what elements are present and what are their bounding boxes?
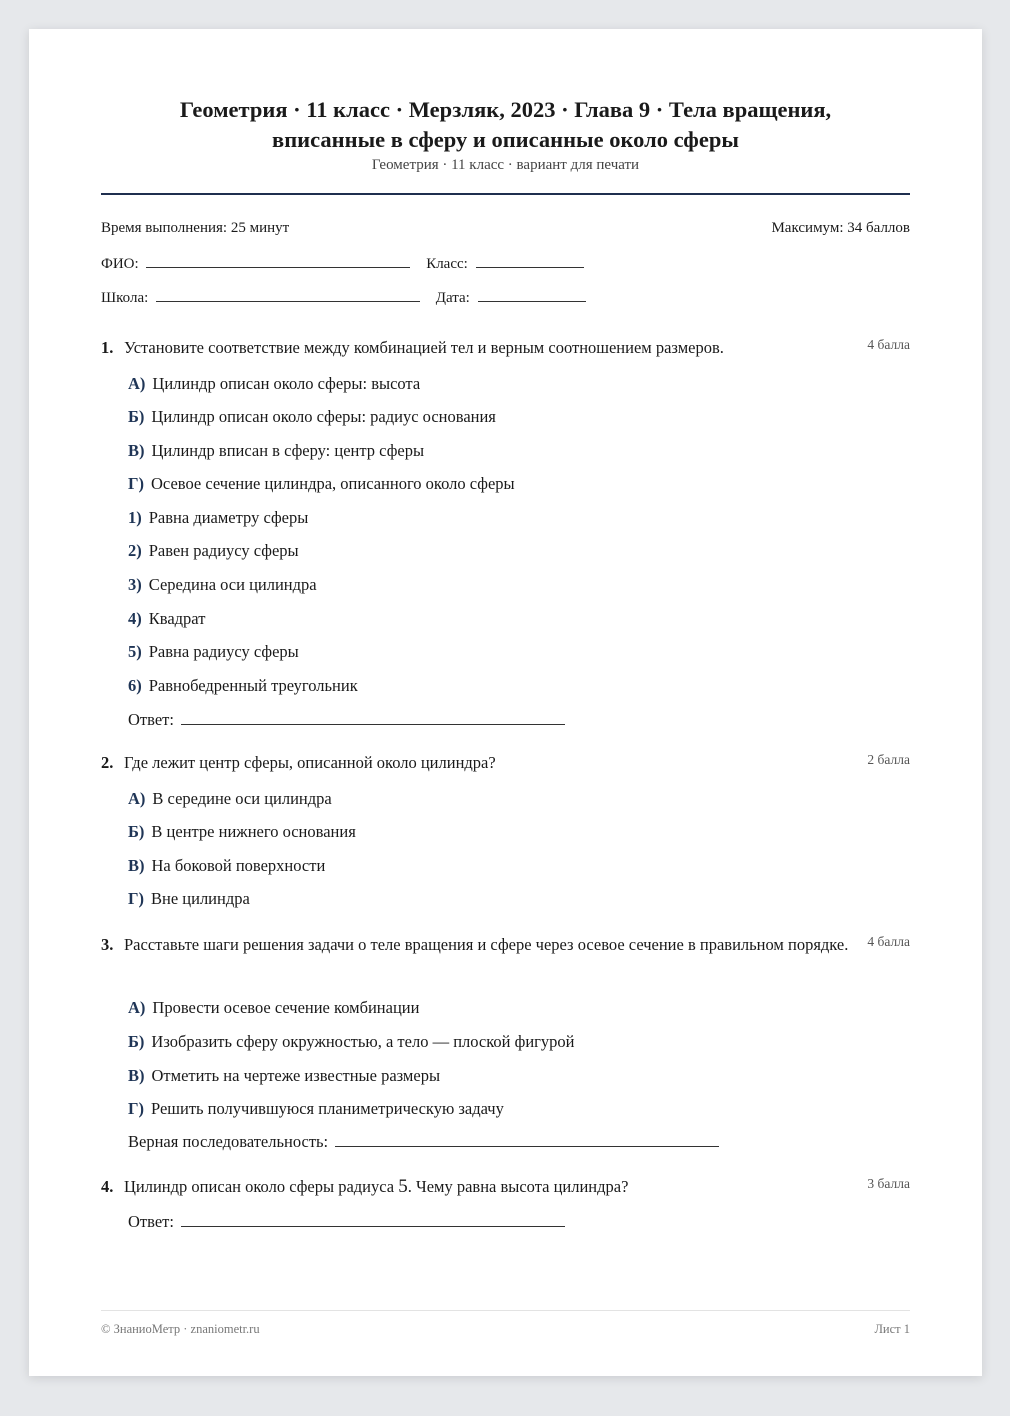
question-4 <box>101 1173 910 1231</box>
question-points: 4 балла <box>867 934 910 949</box>
title-line-2: вписанные в сферу и описанные около сферы <box>272 127 739 152</box>
fio-field[interactable] <box>146 253 410 268</box>
question-3 <box>101 931 910 1151</box>
question-2 <box>101 749 910 908</box>
class-field[interactable] <box>476 253 584 268</box>
page-footer <box>101 1322 910 1337</box>
question-number: 4. <box>101 1177 114 1196</box>
school-label: Школа: <box>101 290 149 306</box>
option-b: Б) В центре нижнего основания <box>128 822 356 841</box>
question-header <box>101 1173 910 1201</box>
option-5: 5) Равна радиусу сферы <box>128 642 299 661</box>
title-line-1: Геометрия · 11 класс · Мерзляк, 2023 · Глава 9 · Тела вращения, <box>179 97 832 122</box>
question-header <box>101 749 910 777</box>
question-1 <box>101 334 910 729</box>
header-divider <box>101 193 910 195</box>
footer-divider <box>101 1310 910 1311</box>
answer-label: Ответ: <box>128 1212 174 1231</box>
school-date-row <box>101 287 586 307</box>
option-2: 2) Равен радиусу сферы <box>128 541 299 560</box>
option-v: В) Отметить на чертеже известные размеры <box>128 1066 441 1085</box>
option-a: А) Провести осевое сечение комбинации <box>128 998 420 1017</box>
option-g: Г) Осевое сечение цилиндра, описанного около сферы <box>128 474 515 493</box>
answer-label: Ответ: <box>128 710 174 729</box>
meta-row <box>101 220 910 237</box>
school-field[interactable] <box>156 287 420 302</box>
footer-copyright: © ЗнаниоМетр · znaniometr.ru <box>101 1322 260 1336</box>
option-3: 3) Середина оси цилиндра <box>128 575 317 594</box>
option-v: В) Цилиндр вписан в сферу: центр сферы <box>128 441 425 460</box>
option-b: Б) Цилиндр описан около сферы: радиус основания <box>128 407 496 426</box>
question-header <box>101 931 910 959</box>
answer-row <box>128 1212 565 1232</box>
max-score: Максимум: 34 баллов <box>771 220 910 236</box>
question-text: Где лежит центр сферы, описанной около цилиндра? <box>124 753 496 772</box>
question-number: 3. <box>101 935 114 954</box>
question-text: Расставьте шаги решения задачи о теле вращения и сфере через осевое сечение в правильном порядке. <box>124 935 849 954</box>
date-label: Дата: <box>435 290 470 306</box>
fio-label: ФИО: <box>101 256 139 272</box>
question-header <box>101 334 910 362</box>
option-a: А) В середине оси цилиндра <box>128 789 332 808</box>
question-text: Установите соответствие между комбинацией тел и верным соотношением размеров. <box>124 338 724 357</box>
option-1: 1) Равна диаметру сферы <box>128 508 309 527</box>
radius-value: 5 <box>398 1176 408 1197</box>
page-title <box>101 95 910 155</box>
option-g: Г) Решить получившуюся планиметрическую задачу <box>128 1099 504 1118</box>
page-subtitle: Геометрия · 11 класс · вариант для печати <box>371 157 640 173</box>
question-points: 3 балла <box>867 1176 910 1191</box>
option-b: Б) Изобразить сферу окружностью, а тело — плоской фигурой <box>128 1032 575 1051</box>
sequence-answer-row <box>128 1132 719 1152</box>
date-field[interactable] <box>478 287 586 302</box>
worksheet-page <box>29 29 982 1376</box>
question-number: 2. <box>101 753 114 772</box>
option-6: 6) Равнобедренный треугольник <box>128 676 358 695</box>
time-limit: Время выполнения: 25 минут <box>101 220 290 236</box>
page-number: Лист 1 <box>874 1322 910 1336</box>
option-g: Г) Вне цилиндра <box>128 889 250 908</box>
option-4: 4) Квадрат <box>128 609 206 628</box>
question-text: Цилиндр описан около сферы радиуса 5. Чему равна высота цилиндра? <box>124 1176 629 1197</box>
class-label: Класс: <box>426 256 468 272</box>
sequence-label: Верная последовательность: <box>128 1132 329 1151</box>
option-a: А) Цилиндр описан около сферы: высота <box>128 374 421 393</box>
sequence-field[interactable] <box>335 1132 719 1147</box>
answer-field[interactable] <box>181 710 565 725</box>
question-points: 2 балла <box>867 752 910 767</box>
answer-row <box>128 710 565 730</box>
answer-field[interactable] <box>181 1212 565 1227</box>
fio-class-row <box>101 253 584 273</box>
question-number: 1. <box>101 338 114 357</box>
question-points: 4 балла <box>867 337 910 352</box>
option-v: В) На боковой поверхности <box>128 856 326 875</box>
